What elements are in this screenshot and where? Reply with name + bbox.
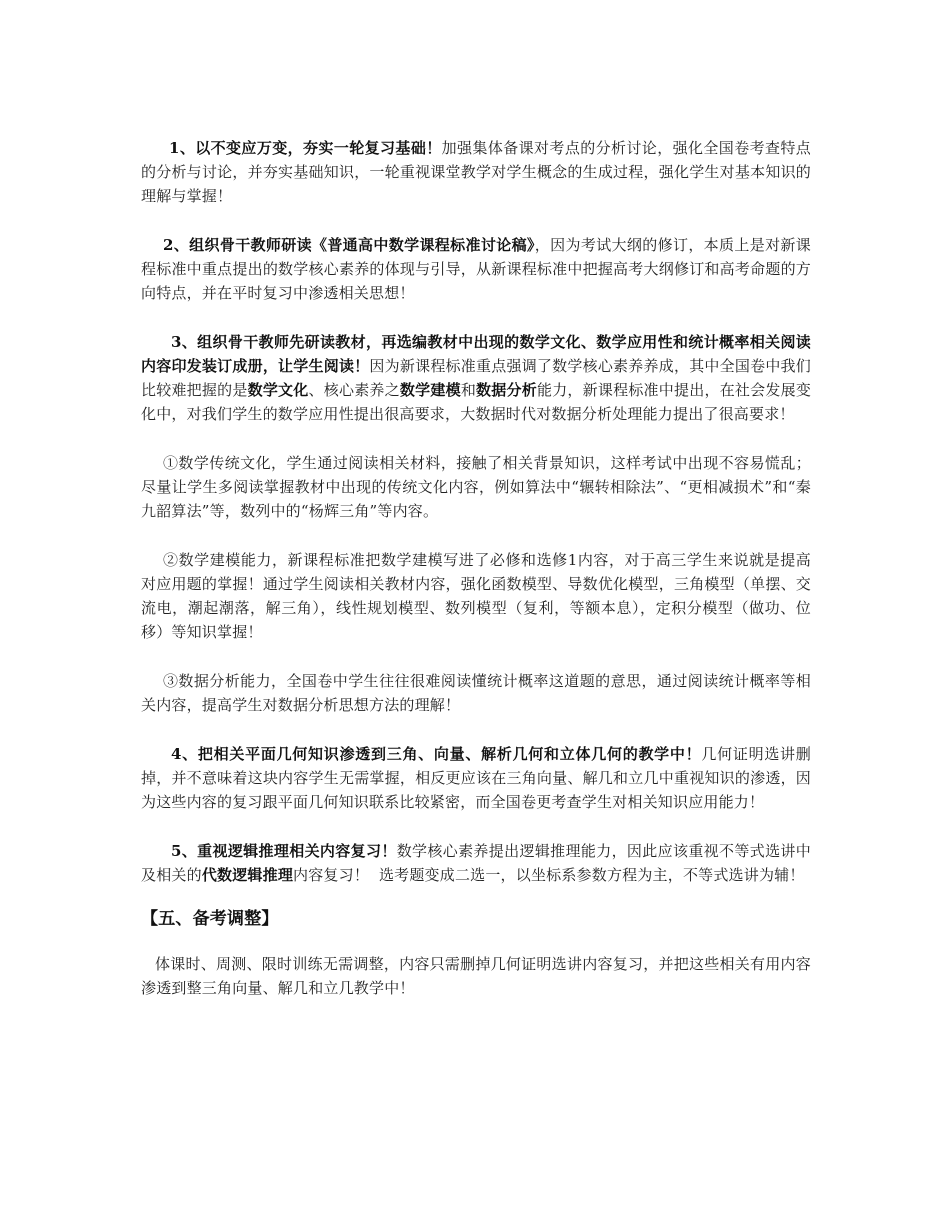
paragraph-5 (141, 839, 811, 887)
paragraph-3-body-a: 因为新课程标准重点强调了数学核心素养养成，其中全国卷中我们比较难把握的是 (141, 357, 811, 399)
paragraph-4 (141, 742, 811, 814)
paragraph-modeling-body: ②数学建模能力，新课程标准把数学建模写进了必修和选修1内容，对于高三学生来说就是提高对应用题的掌握！通过学生阅读相关教材内容，强化函数模型、导数优化模型，三角模型（单摆、交流电，潮起潮落，解三角），线性规划模型、数列模型（复利，等额本息），定积分模型（做功、位移）等知识掌握！ (141, 551, 811, 641)
paragraph-culture-body: ①数学传统文化，学生通过阅读相关材料，接触了相关背景知识，这样考试中出现不容易慌乱；尽量让学生多阅读掌握教材中出现的传统文化内容，例如算法中“辗转相除法”、“更相减损术”和“秦九韶算法”等，数列中的“杨辉三角”等内容。 (141, 454, 811, 520)
term-data-analysis: 数据分析 (476, 381, 537, 399)
paragraph-2-body: ，因为考试大纲的修订，本质上是对新课程标准中重点提出的数学核心素养的体现与引导，从新课程标准中把握高考大纲修订和高考命题的方向特点，并在平时复习中渗透相关思想！ (141, 236, 811, 302)
paragraph-3-body-b: 、核心素养之 (308, 381, 400, 399)
paragraph-2 (141, 233, 811, 305)
paragraph-1 (141, 136, 811, 208)
paragraph-adjustment (141, 952, 811, 1000)
paragraph-data-analysis-body: ③数据分析能力，全国卷中学生往往很难阅读懂统计概率这道题的意思，通过阅读统计概率等相关内容，提高学生对数据分析思想方法的理解！ (141, 672, 811, 714)
paragraph-3 (141, 330, 811, 426)
paragraph-3-body-d: 能力，新课程标准中提出，在社会发展变化中，对我们学生的数学应用性提出很高要求，大数据时代对数据分析处理能力提出了很高要求！ (141, 381, 812, 423)
paragraph-5-heading: 5、重视逻辑推理相关内容复习！ (171, 842, 397, 860)
paragraph-5-body-a: 数学核心素养提出逻辑推理能力，因此应该重视不等式选讲中及相关的 (141, 842, 811, 884)
paragraph-3-heading: 3、组织骨干教师先研读教材，再选编教材中出现的数学文化、数学应用性和统计概率相关阅读内容印发装订成册，让学生阅读！ (141, 333, 811, 375)
paragraph-adjustment-body: 体课时、周测、限时训练无需调整，内容只需删掉几何证明选讲内容复习，并把这些相关有用内容渗透到整三角向量、解几和立几教学中！ (141, 955, 811, 997)
paragraph-data-analysis (141, 669, 811, 717)
paragraph-4-heading: 4、把相关平面几何知识渗透到三角、向量、解析几何和立体几何的教学中！ (171, 745, 702, 763)
paragraph-5-body-b: 内容复习！ 选考题变成二选一，以坐标系参数方程为主，不等式选讲为辅！ (293, 866, 805, 884)
term-math-culture: 数学文化 (247, 381, 309, 399)
paragraph-culture (141, 451, 811, 523)
term-algebra-logic: 代数逻辑推理 (201, 866, 294, 884)
term-math-modeling: 数学建模 (399, 381, 461, 399)
paragraph-4-body: 几何证明选讲删掉，并不意味着这块内容学生无需掌握，相反更应该在三角向量、解几和立几中重视知识的渗透，因为这些内容的复习跟平面几何知识联系比较紧密，而全国卷更考查学生对相关知识应用能力！ (141, 745, 811, 811)
section-heading: 【五、备考调整】 (141, 909, 279, 929)
paragraph-1-body: 加强集体备课对考点的分析讨论，强化全国卷考查特点的分析与讨论，并夯实基础知识，一轮重视课堂教学对学生概念的生成过程，强化学生对基本知识的理解与掌握！ (141, 139, 811, 205)
paragraph-modeling (141, 548, 811, 644)
paragraph-2-heading: 2、组织骨干教师研读《普通高中数学课程标准讨论稿》 (163, 236, 535, 254)
paragraph-1-heading: 1、以不变应万变，夯实一轮复习基础！ (169, 139, 442, 157)
paragraph-3-body-c: 和 (460, 381, 477, 399)
document-page (141, 136, 811, 1025)
